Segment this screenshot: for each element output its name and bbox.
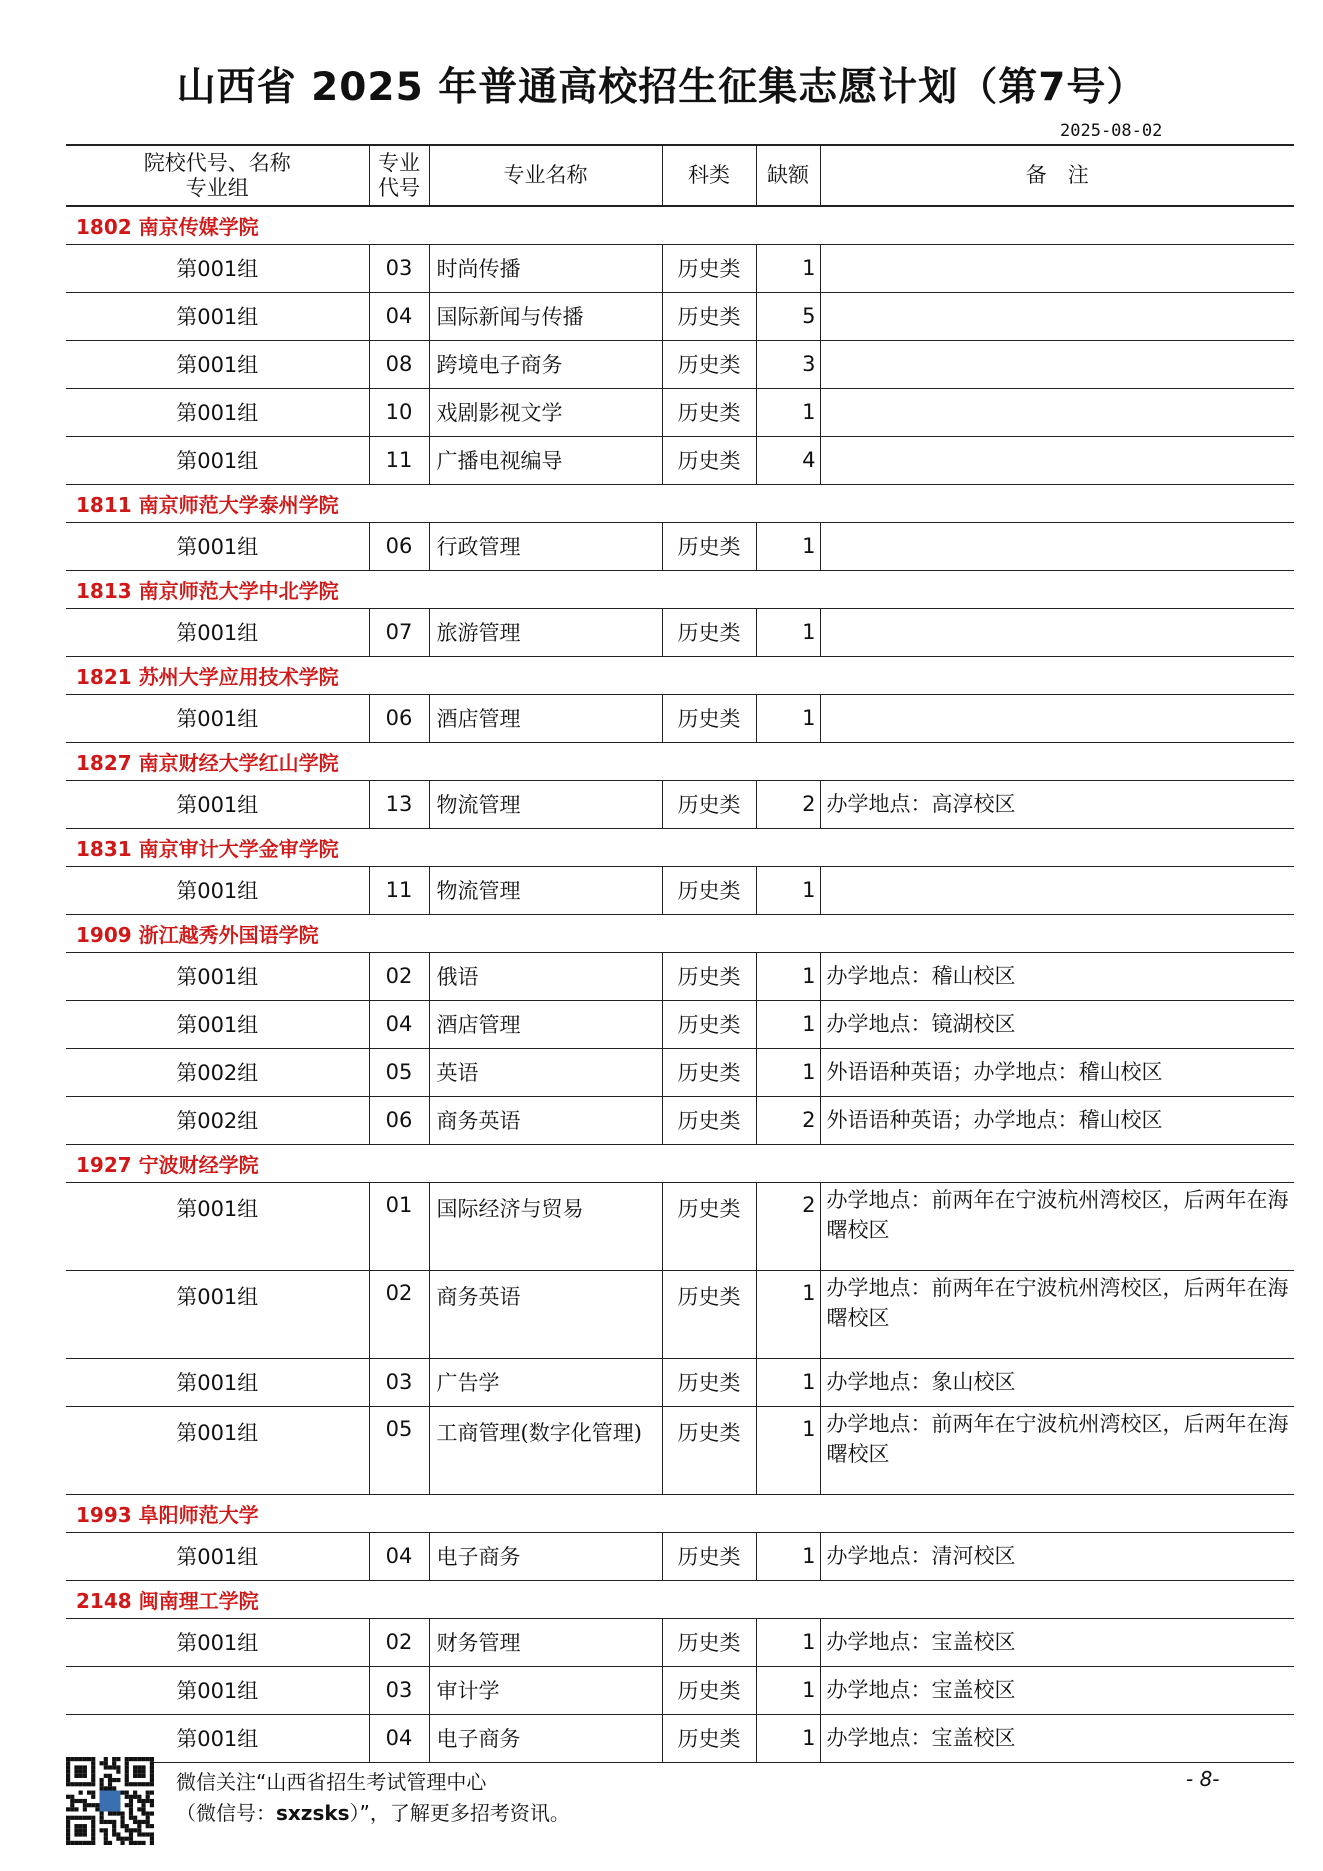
table-row xyxy=(66,1182,1294,1270)
major-name-cell: 跨境电子商务 xyxy=(429,340,662,388)
institution-row xyxy=(66,570,1294,608)
major-name-cell: 酒店管理 xyxy=(429,694,662,742)
note-cell: 办学地点：稽山校区 xyxy=(820,952,1294,1000)
note-cell xyxy=(820,292,1294,340)
note-cell: 办学地点：前两年在宁波杭州湾校区，后两年在海曙校区 xyxy=(820,1270,1294,1358)
note-cell: 办学地点：宝盖校区 xyxy=(820,1714,1294,1762)
group-cell: 第001组 xyxy=(66,1182,369,1270)
quota-cell: 5 xyxy=(756,292,820,340)
note-cell xyxy=(820,388,1294,436)
major-name-cell: 广播电视编导 xyxy=(429,436,662,484)
major-name-cell: 戏剧影视文学 xyxy=(429,388,662,436)
quota-cell: 1 xyxy=(756,1048,820,1096)
group-cell: 第001组 xyxy=(66,780,369,828)
note-cell: 办学地点：象山校区 xyxy=(820,1358,1294,1406)
code-cell: 07 xyxy=(369,608,429,656)
category-cell: 历史类 xyxy=(662,522,756,570)
group-cell: 第001组 xyxy=(66,522,369,570)
note-cell: 办学地点：宝盖校区 xyxy=(820,1666,1294,1714)
header-group: 院校代号、名称 专业组 xyxy=(66,145,369,206)
major-name-cell: 商务英语 xyxy=(429,1096,662,1144)
quota-cell: 1 xyxy=(756,694,820,742)
quota-cell: 1 xyxy=(756,522,820,570)
code-cell: 05 xyxy=(369,1048,429,1096)
note-cell xyxy=(820,244,1294,292)
code-cell: 06 xyxy=(369,522,429,570)
code-cell: 03 xyxy=(369,1358,429,1406)
category-cell: 历史类 xyxy=(662,292,756,340)
code-cell: 08 xyxy=(369,340,429,388)
table-row xyxy=(66,1406,1294,1494)
category-cell: 历史类 xyxy=(662,244,756,292)
table-row xyxy=(66,1048,1294,1096)
code-cell: 04 xyxy=(369,1532,429,1580)
major-name-cell: 物流管理 xyxy=(429,866,662,914)
footer-wechat-notice xyxy=(176,1767,570,1829)
quota-cell: 1 xyxy=(756,1406,820,1494)
institution-row xyxy=(66,206,1294,244)
qr-code-icon xyxy=(66,1757,154,1845)
group-cell: 第001组 xyxy=(66,292,369,340)
group-cell: 第001组 xyxy=(66,1618,369,1666)
category-cell: 历史类 xyxy=(662,1000,756,1048)
code-cell: 10 xyxy=(369,388,429,436)
major-name-cell: 英语 xyxy=(429,1048,662,1096)
major-name-cell: 旅游管理 xyxy=(429,608,662,656)
table-row xyxy=(66,1532,1294,1580)
major-name-cell: 物流管理 xyxy=(429,780,662,828)
major-name-cell: 电子商务 xyxy=(429,1714,662,1762)
major-name-cell: 审计学 xyxy=(429,1666,662,1714)
category-cell: 历史类 xyxy=(662,340,756,388)
institution-label: 1821 苏州大学应用技术学院 xyxy=(66,656,1294,694)
page-title: 山西省 2025 年普通高校招生征集志愿计划（第7号） xyxy=(176,65,1147,110)
group-cell: 第002组 xyxy=(66,1048,369,1096)
quota-cell: 1 xyxy=(756,1358,820,1406)
major-name-cell: 国际新闻与传播 xyxy=(429,292,662,340)
note-cell xyxy=(820,522,1294,570)
category-cell: 历史类 xyxy=(662,780,756,828)
table-row xyxy=(66,522,1294,570)
institution-label: 1927 宁波财经学院 xyxy=(66,1144,1294,1182)
table-row xyxy=(66,608,1294,656)
major-name-cell: 广告学 xyxy=(429,1358,662,1406)
group-cell: 第001组 xyxy=(66,1666,369,1714)
quota-cell: 1 xyxy=(756,388,820,436)
note-cell: 办学地点：前两年在宁波杭州湾校区，后两年在海曙校区 xyxy=(820,1182,1294,1270)
major-name-cell: 俄语 xyxy=(429,952,662,1000)
group-cell: 第001组 xyxy=(66,952,369,1000)
institution-row xyxy=(66,656,1294,694)
institution-label: 1909 浙江越秀外国语学院 xyxy=(66,914,1294,952)
enrollment-plan-table xyxy=(66,144,1294,1763)
table-row xyxy=(66,780,1294,828)
note-cell xyxy=(820,340,1294,388)
institution-label: 1813 南京师范大学中北学院 xyxy=(66,570,1294,608)
quota-cell: 1 xyxy=(756,1714,820,1762)
quota-cell: 1 xyxy=(756,1618,820,1666)
category-cell: 历史类 xyxy=(662,1048,756,1096)
note-cell: 办学地点：镜湖校区 xyxy=(820,1000,1294,1048)
note-cell xyxy=(820,608,1294,656)
code-cell: 06 xyxy=(369,1096,429,1144)
category-cell: 历史类 xyxy=(662,1182,756,1270)
group-cell: 第001组 xyxy=(66,340,369,388)
quota-cell: 1 xyxy=(756,952,820,1000)
major-name-cell: 电子商务 xyxy=(429,1532,662,1580)
quota-cell: 1 xyxy=(756,1000,820,1048)
major-name-cell: 工商管理(数字化管理) xyxy=(429,1406,662,1494)
code-cell: 13 xyxy=(369,780,429,828)
table-row xyxy=(66,1618,1294,1666)
category-cell: 历史类 xyxy=(662,1532,756,1580)
code-cell: 04 xyxy=(369,1714,429,1762)
group-cell: 第001组 xyxy=(66,1714,369,1762)
table-row xyxy=(66,436,1294,484)
quota-cell: 4 xyxy=(756,436,820,484)
group-cell: 第001组 xyxy=(66,1000,369,1048)
institution-label: 1831 南京审计大学金审学院 xyxy=(66,828,1294,866)
group-cell: 第001组 xyxy=(66,388,369,436)
quota-cell: 1 xyxy=(756,1666,820,1714)
table-row xyxy=(66,1358,1294,1406)
table-row xyxy=(66,244,1294,292)
code-cell: 05 xyxy=(369,1406,429,1494)
institution-row xyxy=(66,1494,1294,1532)
institution-row xyxy=(66,914,1294,952)
institution-row xyxy=(66,828,1294,866)
category-cell: 历史类 xyxy=(662,866,756,914)
header-note: 备 注 xyxy=(820,145,1294,206)
category-cell: 历史类 xyxy=(662,952,756,1000)
code-cell: 01 xyxy=(369,1182,429,1270)
quota-cell: 3 xyxy=(756,340,820,388)
header-quota: 缺额 xyxy=(756,145,820,206)
footer-line2: （微信号：sxzsks）”，了解更多招考资讯。 xyxy=(176,1801,570,1825)
category-cell: 历史类 xyxy=(662,1618,756,1666)
quota-cell: 1 xyxy=(756,1532,820,1580)
institution-label: 1811 南京师范大学泰州学院 xyxy=(66,484,1294,522)
major-name-cell: 行政管理 xyxy=(429,522,662,570)
table-row xyxy=(66,694,1294,742)
code-cell: 04 xyxy=(369,1000,429,1048)
code-cell: 03 xyxy=(369,244,429,292)
code-cell: 06 xyxy=(369,694,429,742)
major-name-cell: 财务管理 xyxy=(429,1618,662,1666)
category-cell: 历史类 xyxy=(662,608,756,656)
group-cell: 第001组 xyxy=(66,244,369,292)
table-row xyxy=(66,292,1294,340)
page-number: - 8- xyxy=(1186,1767,1220,1791)
group-cell: 第001组 xyxy=(66,608,369,656)
group-cell: 第001组 xyxy=(66,1358,369,1406)
major-name-cell: 时尚传播 xyxy=(429,244,662,292)
institution-row xyxy=(66,742,1294,780)
note-cell xyxy=(820,436,1294,484)
code-cell: 03 xyxy=(369,1666,429,1714)
note-cell: 办学地点：清河校区 xyxy=(820,1532,1294,1580)
note-cell: 办学地点：前两年在宁波杭州湾校区，后两年在海曙校区 xyxy=(820,1406,1294,1494)
quota-cell: 1 xyxy=(756,244,820,292)
major-name-cell: 酒店管理 xyxy=(429,1000,662,1048)
table-row xyxy=(66,1714,1294,1762)
note-cell: 办学地点：宝盖校区 xyxy=(820,1618,1294,1666)
institution-row xyxy=(66,1144,1294,1182)
note-cell: 办学地点：高淳校区 xyxy=(820,780,1294,828)
group-cell: 第001组 xyxy=(66,694,369,742)
institution-label: 2148 闽南理工学院 xyxy=(66,1580,1294,1618)
quota-cell: 1 xyxy=(756,1270,820,1358)
note-cell: 外语语种英语；办学地点：稽山校区 xyxy=(820,1048,1294,1096)
footer-line1: 微信关注“山西省招生考试管理中心 xyxy=(176,1770,487,1794)
publish-date: 2025-08-02 xyxy=(1060,121,1163,141)
group-cell: 第002组 xyxy=(66,1096,369,1144)
note-cell: 外语语种英语；办学地点：稽山校区 xyxy=(820,1096,1294,1144)
category-cell: 历史类 xyxy=(662,694,756,742)
header-name: 专业名称 xyxy=(429,145,662,206)
table-row xyxy=(66,1270,1294,1358)
table-row xyxy=(66,866,1294,914)
institution-row xyxy=(66,1580,1294,1618)
major-name-cell: 商务英语 xyxy=(429,1270,662,1358)
table-row xyxy=(66,1666,1294,1714)
group-cell: 第001组 xyxy=(66,1406,369,1494)
note-cell xyxy=(820,866,1294,914)
table-header-row xyxy=(66,145,1294,206)
category-cell: 历史类 xyxy=(662,388,756,436)
group-cell: 第001组 xyxy=(66,1532,369,1580)
institution-label: 1802 南京传媒学院 xyxy=(66,206,1294,244)
group-cell: 第001组 xyxy=(66,1270,369,1358)
quota-cell: 1 xyxy=(756,608,820,656)
quota-cell: 1 xyxy=(756,866,820,914)
header-code: 专业 代号 xyxy=(369,145,429,206)
group-cell: 第001组 xyxy=(66,866,369,914)
wechat-id: sxzsks xyxy=(276,1801,350,1825)
group-cell: 第001组 xyxy=(66,436,369,484)
category-cell: 历史类 xyxy=(662,1666,756,1714)
institution-label: 1993 阜阳师范大学 xyxy=(66,1494,1294,1532)
table-row xyxy=(66,388,1294,436)
table-row xyxy=(66,1096,1294,1144)
table-row xyxy=(66,1000,1294,1048)
institution-label: 1827 南京财经大学红山学院 xyxy=(66,742,1294,780)
code-cell: 11 xyxy=(369,436,429,484)
category-cell: 历史类 xyxy=(662,1096,756,1144)
code-cell: 11 xyxy=(369,866,429,914)
institution-row xyxy=(66,484,1294,522)
code-cell: 02 xyxy=(369,952,429,1000)
table-row xyxy=(66,340,1294,388)
major-name-cell: 国际经济与贸易 xyxy=(429,1182,662,1270)
quota-cell: 2 xyxy=(756,780,820,828)
quota-cell: 2 xyxy=(756,1096,820,1144)
category-cell: 历史类 xyxy=(662,1358,756,1406)
category-cell: 历史类 xyxy=(662,1714,756,1762)
code-cell: 02 xyxy=(369,1270,429,1358)
code-cell: 04 xyxy=(369,292,429,340)
header-category: 科类 xyxy=(662,145,756,206)
category-cell: 历史类 xyxy=(662,436,756,484)
category-cell: 历史类 xyxy=(662,1406,756,1494)
quota-cell: 2 xyxy=(756,1182,820,1270)
category-cell: 历史类 xyxy=(662,1270,756,1358)
note-cell xyxy=(820,694,1294,742)
code-cell: 02 xyxy=(369,1618,429,1666)
table-row xyxy=(66,952,1294,1000)
